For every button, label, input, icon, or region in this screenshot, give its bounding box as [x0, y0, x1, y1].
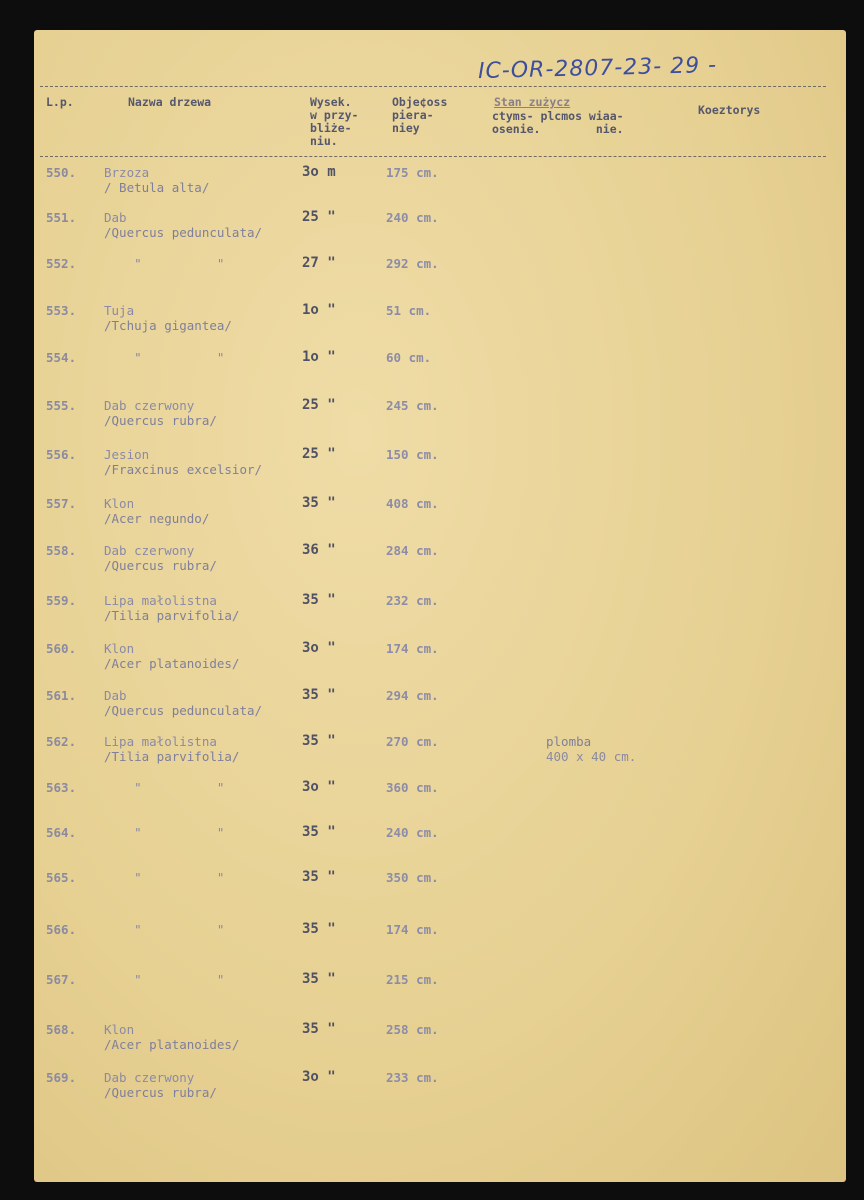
- header-height: Wysek. w przy- bliże- niu.: [310, 95, 359, 148]
- row-number: 555.: [46, 398, 77, 413]
- tree-height: 1o ": [302, 302, 336, 318]
- row-number: 559.: [46, 593, 77, 608]
- table-row: [0, 165, 864, 215]
- tree-name: Tuja: [104, 303, 135, 318]
- tree-circumference: 360 cm.: [386, 780, 439, 795]
- tree-height: 35 ": [302, 921, 336, 937]
- tree-circumference: 233 cm.: [386, 1070, 439, 1085]
- row-number: 562.: [46, 734, 77, 749]
- tree-circumference: 294 cm.: [386, 688, 439, 703]
- header-name: Nazwa drzewa: [128, 95, 212, 109]
- tree-circumference: 215 cm.: [386, 972, 439, 987]
- row-number: 565.: [46, 870, 77, 885]
- row-number: 556.: [46, 447, 77, 462]
- tree-name: Jesion: [104, 447, 150, 462]
- row-number: 566.: [46, 922, 77, 937]
- tree-circumference: 240 cm.: [386, 210, 439, 225]
- tree-name: Klon: [104, 496, 135, 511]
- tree-name: Dab czerwony: [104, 1070, 195, 1085]
- table-row: [0, 256, 864, 306]
- tree-circumference: 174 cm.: [386, 922, 439, 937]
- tree-name: Dab czerwony: [104, 398, 195, 413]
- row-number: 551.: [46, 210, 77, 225]
- tree-circumference: 284 cm.: [386, 543, 439, 558]
- row-number: 569.: [46, 1070, 77, 1085]
- header-lp: L.p.: [46, 95, 74, 109]
- tree-circumference: 408 cm.: [386, 496, 439, 511]
- tree-height: 27 ": [302, 255, 336, 271]
- row-number: 552.: [46, 256, 77, 271]
- tree-circumference: 232 cm.: [386, 593, 439, 608]
- tree-latin-name: /Quercus pedunculata/: [104, 225, 263, 240]
- tree-height: 25 ": [302, 397, 336, 413]
- tree-latin-name: /Quercus rubra/: [104, 558, 217, 573]
- tree-height: 35 ": [302, 495, 336, 511]
- table-row: [0, 1070, 864, 1120]
- tree-name: Brzoza: [104, 165, 150, 180]
- header-bottom-rule: [40, 156, 826, 157]
- tree-latin-name: / Betula alta/: [104, 180, 210, 195]
- tree-height: 25 ": [302, 446, 336, 462]
- tree-latin-name: /Acer platanoides/: [104, 656, 240, 671]
- table-row: [0, 303, 864, 353]
- tree-circumference: 240 cm.: [386, 825, 439, 840]
- table-row: [0, 825, 864, 875]
- tree-name: Lipa małolistna: [104, 593, 217, 608]
- tree-height: 35 ": [302, 733, 336, 749]
- tree-height: 3o ": [302, 1069, 336, 1085]
- tree-name: Dab czerwony: [104, 543, 195, 558]
- tree-latin-name: /Acer negundo/: [104, 511, 210, 526]
- tree-height: 35 ": [302, 824, 336, 840]
- row-number: 567.: [46, 972, 77, 987]
- tree-height: 1o ": [302, 349, 336, 365]
- tree-height: 35 ": [302, 592, 336, 608]
- reference-number: IC-OR-2807-23- 29 -: [477, 52, 718, 85]
- table-row: [0, 870, 864, 920]
- table-row: [0, 922, 864, 972]
- table-row: [0, 543, 864, 593]
- row-number: 558.: [46, 543, 77, 558]
- header-cost: Koeztorys: [698, 103, 761, 117]
- header-condition: ctyms- plcmos wiaa- osenie. nie.: [492, 109, 624, 136]
- table-row: [0, 496, 864, 546]
- tree-latin-name: /Tilia parvifolia/: [104, 608, 240, 623]
- tree-latin-name: /Quercus rubra/: [104, 413, 217, 428]
- row-number: 563.: [46, 780, 77, 795]
- tree-height: 3o ": [302, 640, 336, 656]
- tree-name: " ": [104, 972, 225, 987]
- table-row: [0, 780, 864, 830]
- row-number: 561.: [46, 688, 77, 703]
- tree-latin-name: /Tchuja gigantea/: [104, 318, 232, 333]
- tree-height: 35 ": [302, 1021, 336, 1037]
- table-row: [0, 447, 864, 497]
- table-row: [0, 688, 864, 738]
- tree-circumference: 51 cm.: [386, 303, 432, 318]
- row-number: 550.: [46, 165, 77, 180]
- table-row: [0, 593, 864, 643]
- row-number: 564.: [46, 825, 77, 840]
- tree-circumference: 174 cm.: [386, 641, 439, 656]
- header-condition-top: Stan zużycz: [494, 95, 571, 109]
- tree-latin-name: /Quercus rubra/: [104, 1085, 217, 1100]
- table-row: [0, 398, 864, 448]
- tree-circumference: 258 cm.: [386, 1022, 439, 1037]
- row-number: 560.: [46, 641, 77, 656]
- tree-latin-name: /Quercus pedunculata/: [104, 703, 263, 718]
- tree-name: " ": [104, 870, 225, 885]
- tree-height: 35 ": [302, 971, 336, 987]
- table-row: [0, 641, 864, 691]
- tree-latin-name: /Acer platanoides/: [104, 1037, 240, 1052]
- tree-circumference: 150 cm.: [386, 447, 439, 462]
- tree-name: Klon: [104, 641, 135, 656]
- tree-circumference: 350 cm.: [386, 870, 439, 885]
- tree-name: " ": [104, 922, 225, 937]
- tree-circumference: 60 cm.: [386, 350, 432, 365]
- table-row: [0, 350, 864, 400]
- tree-name: Dab: [104, 210, 127, 225]
- tree-circumference: 175 cm.: [386, 165, 439, 180]
- tree-name: Klon: [104, 1022, 135, 1037]
- tree-height: 3o m: [302, 164, 336, 180]
- tree-height: 35 ": [302, 687, 336, 703]
- row-number: 553.: [46, 303, 77, 318]
- tree-height: 36 ": [302, 542, 336, 558]
- table-row: [0, 972, 864, 1022]
- condition-note-detail: 400 x 40 cm.: [546, 749, 637, 764]
- table-row: [0, 734, 864, 784]
- tree-name: " ": [104, 780, 225, 795]
- tree-height: 35 ": [302, 869, 336, 885]
- tree-latin-name: /Tilia parvifolia/: [104, 749, 240, 764]
- row-number: 557.: [46, 496, 77, 511]
- tree-latin-name: /Fraxcinus excelsior/: [104, 462, 263, 477]
- header-top-rule: [40, 86, 826, 87]
- tree-circumference: 245 cm.: [386, 398, 439, 413]
- tree-name: Lipa małolistna: [104, 734, 217, 749]
- tree-circumference: 292 cm.: [386, 256, 439, 271]
- row-number: 568.: [46, 1022, 77, 1037]
- tree-height: 3o ": [302, 779, 336, 795]
- tree-circumference: 270 cm.: [386, 734, 439, 749]
- table-row: [0, 210, 864, 260]
- row-number: 554.: [46, 350, 77, 365]
- tree-height: 25 ": [302, 209, 336, 225]
- table-row: [0, 1022, 864, 1072]
- tree-name: " ": [104, 350, 225, 365]
- condition-note: plomba: [546, 734, 592, 749]
- tree-name: " ": [104, 256, 225, 271]
- tree-name: " ": [104, 825, 225, 840]
- tree-name: Dab: [104, 688, 127, 703]
- header-circumference: Obje¢oss piera- niey: [392, 95, 448, 135]
